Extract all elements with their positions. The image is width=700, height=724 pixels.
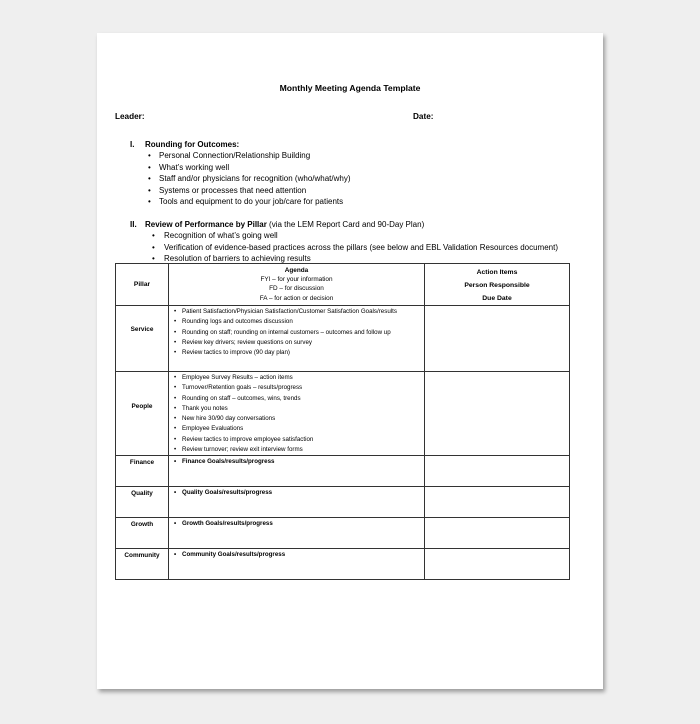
agenda-cell xyxy=(169,487,425,518)
table-header-row xyxy=(116,264,570,306)
list-item: • Personal Connection/Relationship Building xyxy=(130,150,351,162)
list-item: • Rounding on staff; rounding on internal customers – outcomes and follow up xyxy=(174,328,424,338)
pillar-cell: Finance xyxy=(116,456,169,487)
list-item: • Resolution of barriers to achieving results xyxy=(130,253,558,265)
agenda-table xyxy=(115,263,570,580)
list-item: • Thank you notes xyxy=(174,404,424,414)
table-row xyxy=(116,306,570,372)
agenda-cell xyxy=(169,306,425,372)
list-item: • Review key drivers; review questions on survey xyxy=(174,338,424,348)
list-item: • Turnover/Retention goals – results/progress xyxy=(174,383,424,393)
list-item: • Growth Goals/results/progress xyxy=(174,519,424,529)
list-item: • Quality Goals/results/progress xyxy=(174,488,424,498)
table-row xyxy=(116,456,570,487)
agenda-cell xyxy=(169,549,425,580)
list-item: • Rounding logs and outcomes discussion xyxy=(174,317,424,327)
list-item: • Verification of evidence-based practices across the pillars (see below and EBL Validation Resources document) xyxy=(130,242,558,254)
action-cell xyxy=(425,372,570,456)
list-item: • Rounding on staff – outcomes, wins, trends xyxy=(174,394,424,404)
document-title: Monthly Meeting Agenda Template xyxy=(279,83,421,93)
list-item: • Finance Goals/results/progress xyxy=(174,457,424,467)
action-cell xyxy=(425,306,570,372)
table-row xyxy=(116,487,570,518)
table-row xyxy=(116,372,570,456)
agenda-cell xyxy=(169,518,425,549)
list-item: • Recognition of what’s going well xyxy=(130,230,558,242)
list-item: • Review tactics to improve employee satisfaction xyxy=(174,435,424,445)
action-cell xyxy=(425,487,570,518)
header-action-items: Action Items Person Responsible Due Date xyxy=(425,264,570,306)
pillar-cell: Growth xyxy=(116,518,169,549)
document-page xyxy=(97,33,603,689)
table-row xyxy=(116,549,570,580)
agenda-cell xyxy=(169,456,425,487)
header-pillar: Pillar xyxy=(116,264,169,306)
pillar-cell: People xyxy=(116,372,169,456)
list-item: • What’s working well xyxy=(130,162,351,174)
list-item: • Review turnover; review exit interview forms xyxy=(174,445,424,455)
agenda-cell xyxy=(169,372,425,456)
section-numeral: II. xyxy=(130,220,137,229)
list-item: • Employee Survey Results – action items xyxy=(174,373,424,383)
action-cell xyxy=(425,549,570,580)
list-item: • Tools and equipment to do your job/care for patients xyxy=(130,196,351,208)
header-agenda: Agenda FYI – for your information FD – for discussion FA – for action or decision xyxy=(169,264,425,306)
section-rounding xyxy=(130,139,351,208)
pillar-cell: Service xyxy=(116,306,169,372)
list-item: • Systems or processes that need attention xyxy=(130,185,351,197)
leader-label: Leader: xyxy=(115,112,145,121)
section-heading: Review of Performance by Pillar (via the LEM Report Card and 90-Day Plan) xyxy=(145,220,425,229)
section-heading: Rounding for Outcomes: xyxy=(145,140,240,149)
pillar-cell: Community xyxy=(116,549,169,580)
pillar-cell: Quality xyxy=(116,487,169,518)
list-item: • New hire 30/90 day conversations xyxy=(174,414,424,424)
action-cell xyxy=(425,518,570,549)
action-cell xyxy=(425,456,570,487)
section-numeral: I. xyxy=(130,140,135,149)
section-review xyxy=(130,219,558,265)
list-item: • Patient Satisfaction/Physician Satisfaction/Customer Satisfaction Goals/results xyxy=(174,307,424,317)
list-item: • Review tactics to improve (90 day plan) xyxy=(174,348,424,358)
table-row xyxy=(116,518,570,549)
list-item: • Employee Evaluations xyxy=(174,424,424,434)
list-item: • Staff and/or physicians for recognition (who/what/why) xyxy=(130,173,351,185)
list-item: • Community Goals/results/progress xyxy=(174,550,424,560)
date-label: Date: xyxy=(413,112,434,121)
